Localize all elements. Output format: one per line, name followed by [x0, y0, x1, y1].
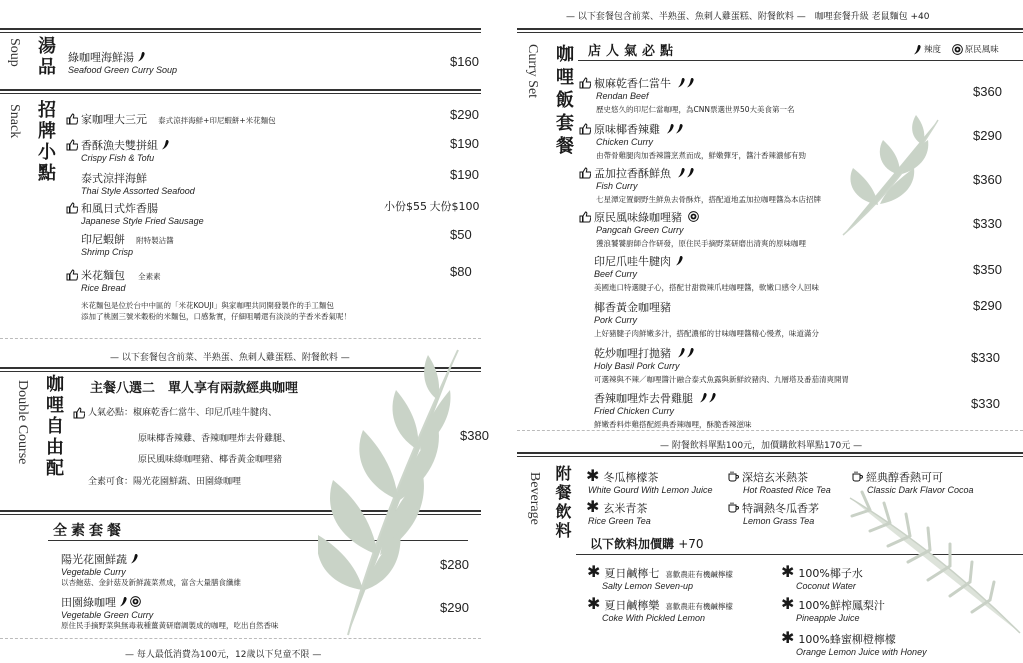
beverage-item-name: 經典醇香熱可可: [866, 471, 943, 484]
snack-item: [81, 167, 195, 196]
beverage-item: [586, 466, 712, 495]
vegan-item: [61, 591, 279, 631]
leaf-illustration: [838, 110, 948, 240]
snack-item-name: 香酥漁夫雙拼組: [81, 139, 158, 152]
curry-item-price: $290: [973, 298, 1002, 313]
snack-item-name: 泰式涼拌海鮮: [81, 172, 147, 185]
asterisk-icon: ✱: [587, 594, 601, 613]
addon-item-name: 100%椰子水: [798, 567, 863, 580]
divider: [0, 338, 481, 339]
curry-section-english: Curry Set: [525, 44, 540, 99]
snack-item-price: $290: [450, 107, 479, 122]
beverage-item: [728, 497, 819, 526]
curry-item-desc: 由帶骨雞腿肉加香辣醬烹煮而成，鮮嫩彈牙，醬汁香辣濃郁有勁: [596, 151, 806, 160]
top-notice: — 以下套餐包含前菜、半熟蛋、魚刺人雞蛋糕、附餐飲料 — 咖哩套餐升級 老鼠麵包 +40: [566, 12, 930, 22]
curry-item-name: 香辣咖哩炸去骨雞腿: [594, 392, 693, 405]
snack-item-name: 和風日式炸香腸: [81, 202, 158, 215]
addon-item-name: 夏日鹹檸七: [604, 567, 660, 580]
double-line: 原味椰香辣雞、香辣咖哩炸去骨雞腿、: [138, 434, 292, 444]
curry-item-english: Chicken Curry: [596, 137, 654, 147]
addon-title-label: 以下飲料加價購: [590, 537, 675, 551]
drink-notice: — 附餐飲料單點100元，加價購飲料單點170元 —: [660, 441, 863, 451]
asterisk-icon: ✱: [586, 466, 600, 485]
chili-icon: [677, 77, 686, 88]
thumbs-up-icon: [66, 202, 78, 214]
chili-icon: [137, 51, 146, 62]
beverage-item-english: Hot Roasted Rice Tea: [743, 485, 831, 495]
addon-item-english: Salty Lemon Seven-up: [602, 581, 694, 591]
snack-item-name: 米花麵包: [81, 269, 125, 282]
snack-item: [66, 134, 170, 163]
vegan-item-english: Vegetable Green Curry: [61, 610, 154, 620]
price-large: 大份$100: [429, 200, 480, 213]
addon-item-name: 100%蜂蜜柳橙檸檬: [798, 633, 896, 646]
chili-icon: [686, 77, 695, 88]
snack-footnote: 添加了桃園三號米穀粉的米麵包，口感紮實，仔細咀嚼還有淡淡的芋香米香氣呢！: [81, 312, 351, 321]
beverage-item-english: White Gourd With Lemon Juice: [588, 485, 713, 495]
beverage-item: [728, 466, 831, 495]
soup-item-price: $160: [450, 54, 479, 69]
soup-item: [68, 46, 177, 75]
thumbs-up-icon: [66, 269, 78, 281]
addon-item: [587, 562, 733, 591]
popular-line: 椒麻乾香仁當牛、印尼爪哇牛腱肉、: [133, 408, 278, 418]
soup-item-english: Seafood Green Curry Soup: [68, 65, 178, 75]
beverage-item-name: 深焙玄米熱茶: [742, 471, 808, 484]
curry-item-price: $330: [971, 396, 1000, 411]
snack-item: [66, 197, 204, 226]
double-headline: 主餐八選二 單人享有兩款經典咖哩: [90, 381, 299, 396]
double-section-title: 咖哩自由配: [43, 374, 64, 479]
snack-item-english: Thai Style Assorted Seafood: [81, 186, 195, 196]
vegan-item: [61, 548, 241, 588]
addon-item-note: 喜歡農莊有機鹹檸檬: [665, 602, 733, 611]
popular-title: 店人氣必點: [588, 44, 679, 59]
thumbs-up-icon: [73, 407, 85, 419]
vegan-item-english: Vegetable Curry: [61, 567, 126, 577]
snack-item: [81, 228, 174, 257]
thumbs-up-icon: [579, 211, 591, 223]
curry-item-english: Holy Basil Pork Curry: [594, 361, 680, 371]
beverage-item-english: Rice Green Tea: [588, 516, 651, 526]
curry-item: [594, 387, 752, 430]
curry-item: [594, 342, 849, 385]
snack-item-english: Crispy Fish & Tofu: [81, 153, 155, 163]
set-notice: — 以下套餐包含前菜、半熟蛋、魚刺人雞蛋糕、附餐飲料 —: [110, 353, 350, 363]
vegan-line: 陽光花園鮮蔬、田園綠咖哩: [133, 477, 242, 487]
snack-section-english: Snack: [7, 104, 22, 139]
addon-price: +70: [678, 537, 704, 551]
beverage-item-english: Lemon Grass Tea: [743, 516, 815, 526]
native-flavor-icon: [952, 44, 963, 55]
addon-item-name: 夏日鹹檸樂: [604, 599, 660, 612]
thumbs-up-icon: [66, 113, 78, 125]
asterisk-icon: ✱: [586, 497, 600, 516]
chili-icon: [130, 553, 139, 564]
curry-item-desc: 上好豬腱子肉鮮嫩多汁，搭配濃郁的甘味咖哩醬精心慢煮，味道滿分: [594, 329, 819, 338]
snack-item-english: Rice Bread: [81, 283, 126, 293]
legend-native: 原民風味: [964, 45, 999, 55]
addon-item-english: Orange Lemon Juice with Honey: [796, 647, 927, 657]
hot-cup-icon: [728, 471, 739, 482]
asterisk-icon: ✱: [781, 628, 795, 647]
chili-icon: [708, 392, 717, 403]
chili-icon: [161, 139, 170, 150]
snack-item-price-small: [384, 198, 480, 214]
snack-item: [66, 108, 276, 127]
vegan-section-title: 全素套餐: [53, 523, 125, 539]
snack-footnote: 米花麵包是位於台中中區的「米花KOUJI」與家咖哩共同開發製作的手工麵包: [81, 301, 334, 310]
vegan-item-desc: 原住民手摘野菜與無毒栽種薑黃研磨調製成的咖哩，吃出自然香味: [61, 621, 279, 630]
curry-section-title: 咖哩飯套餐: [553, 44, 574, 159]
thumbs-up-icon: [66, 139, 78, 151]
divider: [517, 430, 1023, 431]
beverage-item-name: 玄米青茶: [603, 502, 648, 515]
beverage-item-name: 特調熱冬瓜香茅: [742, 502, 819, 515]
addon-title: [590, 535, 704, 552]
snack-item-price: $190: [450, 167, 479, 182]
fern-illustration: [840, 478, 1023, 638]
asterisk-icon: ✱: [781, 562, 795, 581]
snack-item-english: Japanese Style Fried Sausage: [81, 216, 204, 226]
curry-item-name: 椰香黃金咖哩豬: [594, 301, 671, 314]
native-flavor-icon: [130, 596, 141, 607]
double-section-english: Double Course: [15, 380, 30, 465]
curry-item: [579, 118, 806, 161]
curry-item-price: $350: [973, 262, 1002, 277]
curry-item-desc: 七星潭定置網野生鮮魚去骨酥炸，搭配道地孟加拉咖哩醬為本店招牌: [596, 195, 821, 204]
curry-item-english: Pangcah Green Curry: [596, 225, 684, 235]
snack-top-rule: [0, 89, 481, 94]
soup-section-title: 湯品: [35, 36, 56, 78]
addon-item-english: Coke With Pickled Lemon: [602, 613, 705, 623]
snack-item-note: 附特製沾醬: [136, 236, 174, 245]
hot-cup-icon: [728, 502, 739, 513]
curry-top-rule: [517, 28, 1023, 33]
curry-item-name: 印尼爪哇牛腱肉: [594, 255, 671, 268]
chili-icon: [913, 44, 922, 55]
leaf-illustration: [318, 340, 478, 640]
soup-item-name: 綠咖哩海鮮湯: [68, 51, 134, 64]
snack-item-name: 家咖哩大三元: [81, 113, 147, 126]
curry-item-price: $330: [971, 350, 1000, 365]
thumbs-up-icon: [579, 167, 591, 179]
chili-icon: [699, 392, 708, 403]
addon-item-name: 100%鮮榨鳳梨汁: [798, 599, 885, 612]
curry-item-desc: 美國進口特選腱子心，搭配甘甜微辣爪哇咖哩醬，軟嫩口感令人回味: [594, 283, 819, 292]
curry-item: [579, 162, 821, 205]
addon-item-english: Pineapple Juice: [796, 613, 860, 623]
curry-item: [579, 206, 806, 249]
curry-item: [594, 250, 819, 293]
curry-item-price: $360: [973, 172, 1002, 187]
thumbs-up-icon: [579, 123, 591, 135]
chili-icon: [119, 596, 128, 607]
snack-item-price: $80: [450, 264, 472, 279]
snack-item: [66, 264, 161, 293]
asterisk-icon: ✱: [781, 594, 795, 613]
beverage-item-name: 冬瓜檸檬茶: [603, 471, 659, 484]
double-popular: [73, 405, 277, 419]
curry-item-desc: 獲浪饕饕廚師合作研發，原住民手摘野菜研磨出清爽的原味咖哩: [596, 239, 806, 248]
curry-item: [594, 296, 819, 339]
vegan-item-name: 陽光花園鮮蔬: [61, 553, 127, 566]
vegan-item-price: $280: [440, 557, 469, 572]
legend: [910, 43, 999, 55]
curry-item-price: $290: [973, 128, 1002, 143]
curry-item: [579, 72, 795, 115]
vegan-item-price: $290: [440, 600, 469, 615]
curry-item-desc: 可選辣與不辣／咖哩醬汁融合泰式魚露與新鮮絞豬肉、九層塔及番茄清爽開胃: [594, 375, 849, 384]
chili-icon: [677, 347, 686, 358]
snack-item-note: 全素素: [138, 272, 161, 281]
chili-icon: [686, 347, 695, 358]
chili-icon: [686, 167, 695, 178]
chili-icon: [675, 123, 684, 134]
curry-item-desc: 歷史悠久的印尼仁當咖哩，為CNN票選世界50大美食第一名: [596, 105, 795, 114]
vegan-item-desc: 以杏鮑菇、金針菇及新鮮蔬菜煮成，富含大量膳食纖維: [61, 578, 241, 587]
popular-label: 人氣必點：: [88, 408, 134, 418]
snack-item-note: 泰式涼拌海鮮+印尼蝦餅+米花麵包: [158, 116, 276, 125]
curry-item-price: $330: [973, 216, 1002, 231]
vegan-item-name: 田園綠咖哩: [61, 596, 116, 609]
chili-icon: [675, 255, 684, 266]
curry-item-name: 椒麻乾香仁當牛: [594, 77, 671, 90]
double-line: 原民風味綠咖哩豬、椰香黃金咖哩豬: [138, 455, 283, 465]
curry-item-name: 乾炒咖哩打拋豬: [594, 347, 671, 360]
curry-item-price: $360: [973, 84, 1002, 99]
addon-item-note: 喜歡農莊有機鹹檸檬: [665, 570, 733, 579]
thumbs-up-icon: [579, 77, 591, 89]
curry-item-name: 原民風味綠咖哩豬: [594, 211, 682, 224]
curry-item-english: Beef Curry: [594, 269, 638, 279]
beverage-top-rule: [517, 452, 1023, 457]
snack-item-price: $50: [450, 227, 472, 242]
vegan-label: 全素可食：: [88, 477, 134, 487]
asterisk-icon: ✱: [587, 562, 601, 581]
snack-item-english: Shrimp Crisp: [81, 247, 134, 257]
snack-item-name: 印尼蝦餅: [81, 233, 125, 246]
curry-item-english: Pork Curry: [594, 315, 638, 325]
chili-icon: [666, 123, 675, 134]
double-vegan: [88, 474, 241, 487]
beverage-section-title: 附餐飲料: [553, 465, 572, 541]
addon-item-english: Coconut Water: [796, 581, 856, 591]
beverage-item: [586, 497, 651, 526]
price-small: 小份$55: [384, 200, 427, 213]
curry-item-english: Fried Chicken Curry: [594, 406, 675, 416]
min-charge-notice: — 每人最低消費為100元，12歲以下兒童不限 —: [125, 650, 322, 660]
beverage-item-english: Classic Dark Flavor Cocoa: [867, 485, 974, 495]
double-price: $380: [460, 428, 489, 443]
native-flavor-icon: [688, 211, 699, 222]
soup-section-english: Soup: [7, 38, 22, 67]
chili-icon: [677, 167, 686, 178]
curry-item-name: 孟加拉香酥鮮魚: [594, 167, 671, 180]
curry-item-name: 原味椰香辣雞: [594, 123, 660, 136]
curry-item-english: Rendan Beef: [596, 91, 649, 101]
popular-title-underline: [578, 60, 1023, 61]
snack-section-title: 招牌小點: [35, 100, 56, 184]
soup-top-rule: [0, 28, 481, 33]
legend-spicy: 辣度: [924, 45, 942, 55]
addon-item: [587, 594, 733, 623]
beverage-section-english: Beverage: [527, 472, 542, 525]
snack-item-price: $190: [450, 136, 479, 151]
curry-item-english: Fish Curry: [596, 181, 638, 191]
curry-item-desc: 鮮嫩香料炸雞搭配經典香辣咖哩，酥脆香辣滋味: [594, 420, 752, 429]
